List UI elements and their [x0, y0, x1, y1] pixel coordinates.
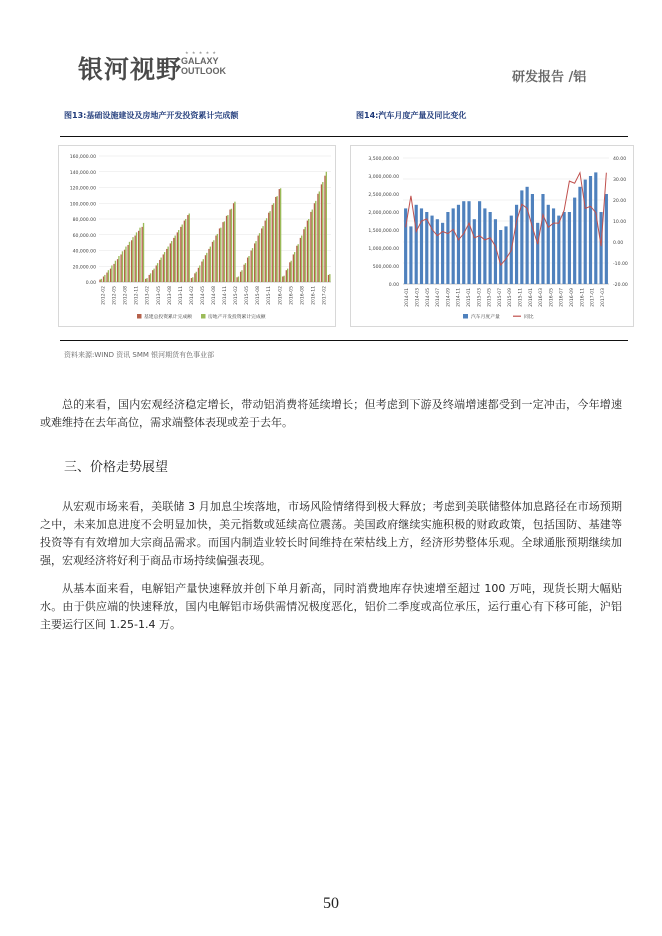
logo-en-line1: GALAXY: [181, 56, 219, 66]
chart2-bar-production: [589, 176, 592, 284]
chart2-bar-production: [436, 219, 439, 284]
chart1-x-tick-label: 2015-11: [267, 286, 273, 305]
chart2-legend-label: 汽车月度产量: [471, 315, 500, 321]
chart1-bar-real-estate: [283, 276, 284, 282]
chart2-legend-label: 同比: [524, 315, 534, 321]
chart2-x-tick-label: 2016-11: [580, 288, 586, 307]
chart1-bar-infrastructure: [180, 227, 181, 282]
chart1-bar-real-estate: [266, 218, 267, 282]
chart1-x-tick-label: 2012-08: [123, 286, 129, 305]
chart1-bar-infrastructure: [282, 276, 283, 282]
chart2-y-right-tick-label: 30.00: [613, 178, 627, 183]
chart1-y-tick-label: 60,000.00: [72, 233, 96, 239]
chart2-bar-production: [547, 205, 550, 284]
chart1-bar-infrastructure: [138, 231, 139, 282]
chart1-bar-infrastructure: [173, 238, 174, 282]
chart1-bar-infrastructure: [201, 262, 202, 282]
logo-stars: ★ ★ ★ ★ ★: [185, 50, 218, 55]
chart1-bar-infrastructure: [247, 258, 248, 282]
chart1-bar-real-estate: [262, 226, 263, 282]
chart1-bar-real-estate: [298, 244, 299, 282]
chart1-bar-infrastructure: [240, 272, 241, 282]
chart2-y-right-tick-label: 40.00: [613, 157, 627, 162]
chart2-y-right-tick-label: 10.00: [613, 220, 627, 225]
chart1-bar-infrastructure: [300, 238, 301, 282]
chart1-x-tick-label: 2013-02: [145, 286, 151, 305]
chart1-x-tick-label: 2012-05: [112, 286, 118, 305]
chart1-bar-infrastructure: [233, 203, 234, 282]
chart1-bar-infrastructure: [243, 265, 244, 282]
chart1-y-tick-label: 120,000.00: [69, 186, 96, 192]
chart1-y-tick-label: 40,000.00: [72, 249, 96, 255]
chart1-bar-infrastructure: [251, 251, 252, 283]
chart1-bar-real-estate: [294, 252, 295, 282]
chart2-bar-production: [425, 212, 428, 284]
chart1-bar-infrastructure: [296, 246, 297, 282]
chart1-bar-real-estate: [213, 240, 214, 282]
chart2-bar-production: [568, 212, 571, 284]
section-title: 三、价格走势展望: [64, 460, 169, 475]
chart2-y-left-tick-label: 1,000,000.00: [368, 247, 399, 252]
chart1-bar-real-estate: [220, 228, 221, 282]
chart-infrastructure-investment: [58, 145, 336, 327]
chart1-bar-real-estate: [273, 203, 274, 282]
chart1-bar-real-estate: [224, 221, 225, 282]
chart1-bar-real-estate: [167, 247, 168, 282]
chart1-bar-infrastructure: [254, 243, 255, 282]
chart1-x-tick-label: 2016-02: [278, 286, 284, 305]
chart2-y-right-tick-label: 20.00: [613, 199, 627, 204]
chart2-bar-production: [605, 194, 608, 284]
chart1-bar-real-estate: [322, 182, 323, 282]
chart1-bar-infrastructure: [226, 216, 227, 282]
chart1-bar-real-estate: [287, 269, 288, 282]
chart2-x-tick-label: 2015-05: [487, 288, 493, 307]
chart2-bar-production: [478, 201, 481, 284]
chart1-bar-real-estate: [199, 265, 200, 282]
chart1-x-tick-label: 2012-02: [101, 286, 107, 305]
chart1-bar-infrastructure: [286, 270, 287, 282]
chart1-bar-infrastructure: [110, 269, 111, 282]
chart1-bar-real-estate: [185, 219, 186, 282]
chart1-bar-infrastructure: [275, 197, 276, 282]
chart1-bar-real-estate: [196, 272, 197, 282]
chart1-legend-label: 房地产开发投资累计完成额: [208, 315, 266, 321]
chart1-bar-infrastructure: [159, 260, 160, 282]
paragraph-summary: 总的来看，国内宏观经济稳定增长，带动铝消费将延续增长；但考虑到下游及终端增速都受到一定冲击，今年增速或难维持在去年高位，需求端整体表现或差于去年。: [40, 398, 622, 429]
chart1-bar-infrastructure: [103, 276, 104, 282]
figure-bottom-rule: [60, 340, 628, 341]
chart1-bar-infrastructure: [215, 236, 216, 282]
figure-source-note: 资料来源:WIND 资讯 SMM 银河期货有色事业部: [64, 351, 215, 359]
chart1-bar-real-estate: [227, 215, 228, 282]
chart1-bar-infrastructure: [321, 184, 322, 282]
chart1-y-tick-label: 0.00: [85, 281, 96, 286]
chart1-bar-infrastructure: [127, 245, 128, 282]
chart2-bar-production: [504, 226, 507, 284]
chart1-bar-infrastructure: [194, 273, 195, 282]
chart1-bar-infrastructure: [258, 236, 259, 282]
chart1-bar-real-estate: [252, 248, 253, 282]
paragraph-fundamental: 从基本面来看，电解铝产量快速释放并创下单月新高，同时消费地库存快速增至超过 100 万吨，现货长期大幅贴水。由于供应端的快速释放，国内电解铝市场供需情况极度恶化，铝价二季度或高位承压，运行重心有下移可能，沪铝主要运行区间 1.25-1.4 万。: [40, 582, 622, 631]
chart1-bar-infrastructure: [317, 194, 318, 282]
chart1-bar-infrastructure: [293, 254, 294, 282]
chart1-svg: [59, 146, 335, 326]
chart2-bar-production: [409, 226, 412, 284]
chart1-bar-real-estate: [118, 256, 119, 282]
chart1-x-tick-label: 2013-05: [156, 286, 162, 305]
chart2-x-tick-label: 2017-01: [590, 288, 596, 307]
chart1-y-tick-label: 100,000.00: [69, 202, 96, 208]
chart2-bar-production: [557, 216, 560, 284]
chart2-bar-production: [457, 205, 460, 284]
chart1-bar-infrastructure: [198, 268, 199, 282]
chart1-bar-real-estate: [143, 223, 144, 282]
chart1-bar-infrastructure: [124, 250, 125, 282]
chart1-bar-infrastructure: [268, 213, 269, 282]
chart1-bar-infrastructure: [135, 236, 136, 282]
chart1-bar-infrastructure: [289, 262, 290, 282]
chart2-bar-production: [483, 208, 486, 284]
chart1-bar-real-estate: [182, 225, 183, 282]
chart2-x-tick-label: 2014-05: [425, 288, 431, 307]
chart1-bar-real-estate: [206, 253, 207, 282]
chart1-bar-infrastructure: [113, 264, 114, 282]
chart1-bar-real-estate: [108, 270, 109, 282]
chart1-x-tick-label: 2013-08: [167, 286, 173, 305]
chart1-x-tick-label: 2012-11: [134, 286, 140, 305]
chart1-bar-infrastructure: [208, 249, 209, 282]
chart1-bar-infrastructure: [236, 277, 237, 282]
chart1-bar-infrastructure: [163, 254, 164, 282]
chart1-x-tick-label: 2015-08: [256, 286, 262, 305]
chart2-x-tick-label: 2016-07: [559, 288, 565, 307]
chart1-bar-real-estate: [150, 273, 151, 282]
chart1-bar-infrastructure: [219, 228, 220, 282]
chart2-y-right-tick-label: -20.00: [613, 283, 628, 288]
chart1-x-tick-label: 2015-02: [234, 286, 240, 305]
chart2-x-tick-label: 2015-09: [508, 288, 514, 307]
chart1-bar-real-estate: [326, 172, 327, 282]
chart1-bar-real-estate: [305, 227, 306, 282]
chart1-bar-real-estate: [276, 196, 277, 282]
chart1-bar-real-estate: [153, 269, 154, 282]
chart1-bar-infrastructure: [222, 222, 223, 282]
chart1-bar-real-estate: [315, 201, 316, 282]
chart1-bar-real-estate: [160, 258, 161, 282]
chart1-bar-infrastructure: [120, 254, 121, 282]
chart2-y-left-tick-label: 3,000,000.00: [368, 175, 399, 180]
chart1-legend-swatch: [201, 314, 206, 319]
chart1-bar-infrastructure: [177, 232, 178, 282]
chart2-bar-production: [526, 187, 529, 284]
chart1-bar-infrastructure: [184, 221, 185, 282]
chart1-y-tick-label: 80,000.00: [72, 218, 96, 223]
chart2-y-left-tick-label: 0.00: [388, 283, 399, 288]
chart2-bar-production: [462, 201, 465, 284]
chart2-bar-production: [467, 201, 470, 284]
chart2-x-tick-label: 2014-03: [415, 288, 421, 307]
chart1-bar-real-estate: [291, 261, 292, 282]
chart1-bar-real-estate: [157, 263, 158, 282]
chart1-legend-swatch: [137, 314, 142, 319]
chart2-x-tick-label: 2016-09: [569, 288, 575, 307]
chart1-bar-real-estate: [111, 265, 112, 282]
chart1-bar-infrastructure: [191, 278, 192, 282]
chart1-x-tick-label: 2013-11: [178, 286, 184, 305]
chart1-bar-real-estate: [301, 236, 302, 282]
chart2-bar-production: [420, 208, 423, 284]
chart2-bar-production: [599, 212, 602, 284]
chart2-bar-production: [499, 230, 502, 284]
chart-auto-production: [350, 145, 634, 327]
chart1-x-tick-label: 2014-05: [200, 286, 206, 305]
chart1-bar-real-estate: [312, 210, 313, 282]
chart2-x-tick-label: 2015-07: [497, 288, 503, 307]
chart1-x-tick-label: 2015-05: [245, 286, 251, 305]
chart2-bar-production: [578, 187, 581, 284]
page-number: 50: [323, 895, 339, 912]
chart1-bar-infrastructure: [170, 243, 171, 282]
chart1-bar-infrastructure: [303, 229, 304, 282]
chart2-x-tick-label: 2016-03: [539, 288, 545, 307]
chart1-bar-real-estate: [101, 279, 102, 282]
chart1-bar-infrastructure: [149, 275, 150, 282]
chart2-bar-production: [489, 212, 492, 284]
chart1-bar-real-estate: [122, 251, 123, 282]
chart2-y-left-tick-label: 1,500,000.00: [368, 229, 399, 234]
chart1-bar-infrastructure: [145, 279, 146, 282]
chart1-bar-real-estate: [189, 213, 190, 282]
chart2-x-tick-label: 2016-05: [549, 288, 555, 307]
chart1-bar-infrastructure: [310, 212, 311, 282]
chart2-bar-production: [594, 172, 597, 284]
chart1-bar-infrastructure: [324, 176, 325, 282]
report-category: 研发报告 /铝: [512, 70, 587, 85]
chart1-bar-real-estate: [238, 276, 239, 282]
chart1-x-tick-label: 2014-02: [189, 286, 195, 305]
chart1-bar-real-estate: [146, 278, 147, 282]
logo-text-en: [181, 56, 226, 76]
chart1-bar-infrastructure: [314, 203, 315, 282]
chart2-y-right-tick-label: 0.00: [613, 241, 624, 246]
chart1-bar-infrastructure: [212, 242, 213, 282]
chart1-bar-infrastructure: [307, 221, 308, 282]
chart2-x-tick-label: 2015-01: [466, 288, 472, 307]
chart1-bar-real-estate: [248, 256, 249, 282]
chart2-bar-production: [573, 198, 576, 284]
chart2-legend-swatch-bars: [463, 314, 468, 319]
chart2-y-left-tick-label: 500,000.00: [372, 265, 399, 270]
chart1-bar-real-estate: [280, 188, 281, 282]
chart2-bar-production: [446, 212, 449, 284]
chart1-y-tick-label: 160,000.00: [69, 155, 96, 160]
chart2-x-tick-label: 2014-01: [405, 288, 411, 307]
chart1-x-tick-label: 2014-08: [212, 286, 217, 305]
chart1-bar-infrastructure: [261, 228, 262, 282]
paragraph-macro: 从宏观市场来看，美联储 3 月加息尘埃落地，市场风险情绪得到极大释放；考虑到美联储整体加息路径在市场预期之中，未来加息进度不会明显加快，美元指数或延续高位震荡。美国政府继续实施积极的财政政策，包括国防、基建等投资等有有效增加大宗商品需求。而国内制造业较长时间维持在荣枯线上方，经济形势整体乐观。全球通胀预期继续加强，宏观经济将好利于商品市场持续偏强表现。: [40, 500, 622, 567]
chart2-y-left-tick-label: 2,000,000.00: [368, 211, 399, 216]
chart1-bar-real-estate: [115, 261, 116, 282]
chart1-bar-real-estate: [136, 232, 137, 282]
figure-top-rule: [60, 136, 628, 137]
chart1-x-tick-label: 2014-11: [223, 286, 229, 305]
chart1-bar-real-estate: [192, 277, 193, 282]
chart1-bar-infrastructure: [279, 189, 280, 282]
chart2-y-left-tick-label: 2,500,000.00: [368, 193, 399, 198]
chart1-bar-infrastructure: [142, 227, 143, 282]
chart2-x-tick-label: 2015-11: [518, 288, 524, 307]
chart2-x-tick-label: 2015-03: [477, 288, 483, 307]
chart1-bar-real-estate: [132, 237, 133, 282]
chart1-bar-infrastructure: [328, 275, 329, 282]
chart1-bar-real-estate: [164, 252, 165, 282]
chart1-bar-real-estate: [217, 234, 218, 282]
figure-14-title: 图14:汽车月度产量及同比变化: [356, 111, 467, 120]
chart1-bar-real-estate: [203, 259, 204, 282]
chart1-bar-real-estate: [234, 202, 235, 282]
chart2-bar-production: [552, 208, 555, 284]
chart2-bar-production: [541, 194, 544, 284]
chart1-bar-real-estate: [308, 219, 309, 282]
chart1-bar-real-estate: [125, 247, 126, 282]
chart2-svg: [351, 146, 633, 326]
chart1-bar-real-estate: [175, 236, 176, 282]
chart1-bar-real-estate: [241, 270, 242, 282]
chart1-legend-label: 基建总投资累计完成额: [144, 315, 192, 321]
chart2-y-right-tick-label: -10.00: [613, 262, 628, 267]
chart1-bar-real-estate: [104, 275, 105, 282]
chart2-x-tick-label: 2014-09: [446, 288, 452, 307]
chart1-bar-infrastructure: [152, 270, 153, 282]
chart2-bar-production: [473, 219, 476, 284]
chart2-x-tick-label: 2017-03: [600, 288, 606, 307]
chart2-bar-production: [531, 194, 534, 284]
chart1-bar-real-estate: [210, 247, 211, 282]
chart1-bar-infrastructure: [205, 255, 206, 282]
chart1-bar-real-estate: [269, 211, 270, 282]
chart1-bar-infrastructure: [166, 249, 167, 282]
chart1-bar-infrastructure: [187, 215, 188, 282]
chart1-bar-real-estate: [129, 242, 130, 282]
chart1-bar-real-estate: [245, 263, 246, 282]
chart1-bar-infrastructure: [99, 280, 100, 282]
logo-text-cn: 银河视野: [78, 55, 183, 84]
chart1-y-tick-label: 140,000.00: [69, 170, 96, 176]
chart1-bar-real-estate: [178, 230, 179, 282]
chart2-x-tick-label: 2014-11: [456, 288, 462, 307]
chart1-bar-infrastructure: [117, 259, 118, 282]
chart1-bar-infrastructure: [106, 273, 107, 282]
chart1-bar-real-estate: [231, 209, 232, 282]
chart2-x-tick-label: 2016-01: [528, 288, 534, 307]
chart2-bar-production: [415, 205, 418, 284]
logo-en-line2: OUTLOOK: [181, 66, 226, 76]
chart1-bar-infrastructure: [272, 205, 273, 282]
chart1-y-tick-label: 20,000.00: [72, 265, 96, 271]
chart1-bar-real-estate: [139, 228, 140, 282]
chart1-x-tick-label: 2016-08: [300, 286, 306, 305]
chart1-x-tick-label: 2016-05: [289, 286, 295, 305]
chart1-bar-infrastructure: [265, 221, 266, 282]
chart1-bar-real-estate: [259, 233, 260, 282]
chart2-bar-production: [563, 212, 566, 284]
chart2-y-left-tick-label: 3,500,000.00: [368, 157, 399, 162]
chart2-bar-production: [452, 208, 455, 284]
figure-13-title: 图13:基础设施建设及房地产开发投资累计完成额: [64, 111, 239, 120]
chart2-bar-production: [584, 180, 587, 284]
chart1-bar-real-estate: [329, 274, 330, 282]
chart1-bar-infrastructure: [229, 210, 230, 282]
chart1-bar-real-estate: [255, 241, 256, 282]
chart2-x-tick-label: 2014-07: [436, 288, 442, 307]
chart2-bar-production: [536, 223, 539, 284]
chart1-bar-infrastructure: [156, 265, 157, 282]
chart2-bar-production: [430, 216, 433, 284]
chart1-x-tick-label: 2017-02: [322, 286, 328, 305]
chart1-bar-real-estate: [319, 191, 320, 282]
chart1-bar-real-estate: [171, 241, 172, 282]
chart1-x-tick-label: 2016-11: [311, 286, 317, 305]
chart1-bar-infrastructure: [131, 240, 132, 282]
